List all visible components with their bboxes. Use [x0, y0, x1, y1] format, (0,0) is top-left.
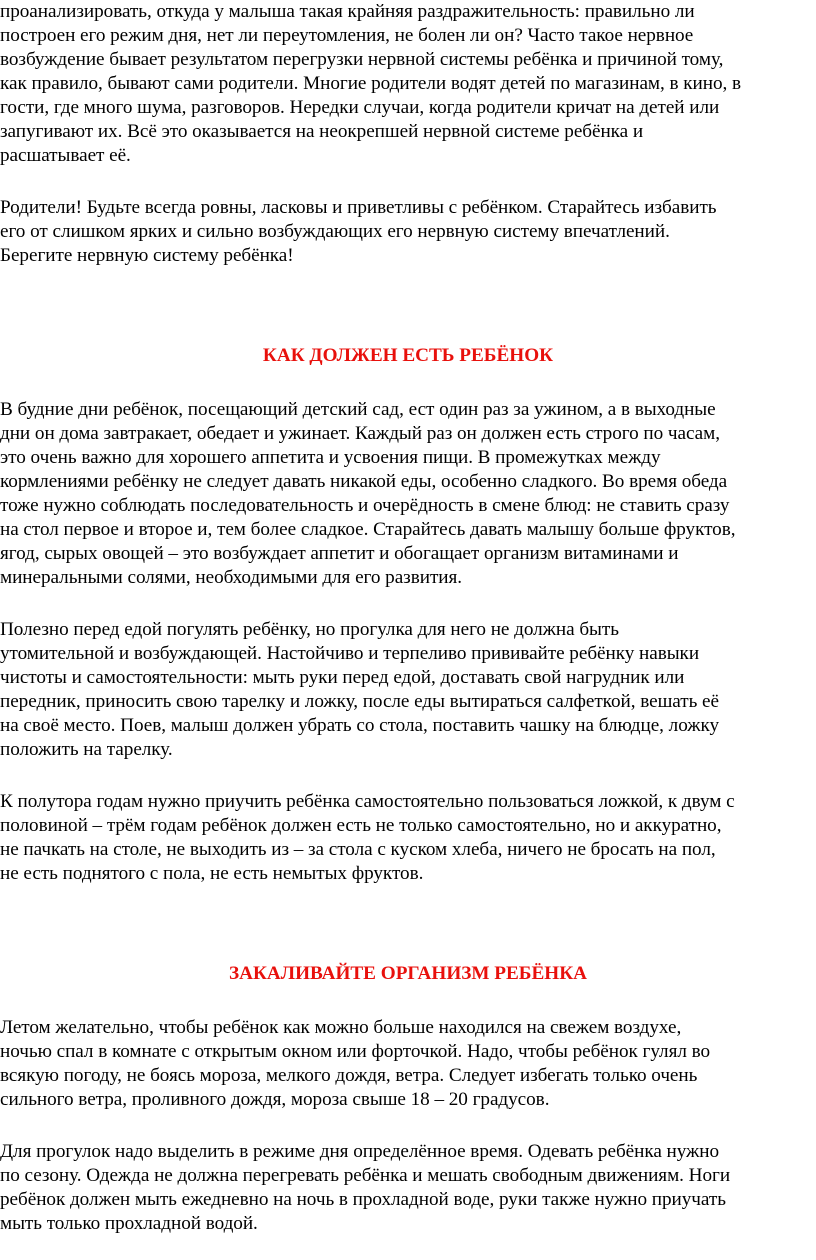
text-line: проанализировать, откуда у малыша такая крайняя раздражительность: правильно ли	[0, 1, 695, 22]
text-line: на своё место. Поев, малыш должен убрать со стола, поставить чашку на блюдце, ложку	[0, 715, 720, 736]
text-line: сильного ветра, проливного дождя, мороза свыше 18 – 20 градусов.	[0, 1089, 550, 1110]
text-line: гости, где много шума, разговоров. Нередки случаи, когда родители кричат на детей или	[0, 97, 720, 118]
text-line: Родители! Будьте всегда ровны, ласковы и приветливы с ребёнком. Старайтесь избавить	[0, 197, 717, 218]
text-line: как правило, бывают сами родители. Многие родители водят детей по магазинам, в кино, в	[0, 73, 742, 94]
text-line: половиной – трём годам ребёнок должен есть не только самостоятельно, но и аккуратно,	[0, 815, 722, 836]
text-line: дни он дома завтракает, обедает и ужинает. Каждый раз он должен есть строго по часам,	[0, 423, 720, 444]
text-line: построен его режим дня, нет ли переутомления, не болен ли он? Часто такое нервное	[0, 25, 694, 46]
text-line: его от слишком ярких и сильно возбуждающих его нервную систему впечатлений.	[0, 221, 670, 242]
text-line: ночью спал в комнате с открытым окном или форточкой. Надо, чтобы ребёнок гулял во	[0, 1041, 711, 1062]
text-line: расшатывает её.	[0, 145, 131, 166]
text-line: не есть поднятого с пола, не есть немытых фруктов.	[0, 863, 424, 884]
text-line: на стол первое и второе и, тем более сладкое. Старайтесь давать малышу больше фруктов,	[0, 519, 736, 540]
text-line: ребёнок должен мыть ежедневно на ночь в прохладной воде, руки также нужно приучать	[0, 1189, 726, 1210]
text-line: тоже нужно соблюдать последовательность и очерёдность в смене блюд: не ставить сразу	[0, 495, 730, 516]
text-line: положить на тарелку.	[0, 739, 173, 760]
text-line: всякую погоду, не боясь мороза, мелкого дождя, ветра. Следует избегать только очень	[0, 1065, 698, 1086]
text-line: кормлениями ребёнку не следует давать никакой еды, особенно сладкого. Во время обеда	[0, 471, 728, 492]
text-line: Полезно перед едой погулять ребёнку, но прогулка для него не должна быть	[0, 619, 619, 640]
text-line: Берегите нервную систему ребёнка!	[0, 245, 294, 266]
section-heading-how-child-should-eat: КАК ДОЛЖЕН ЕСТЬ РЕБЁНОК	[262, 345, 554, 366]
text-line: не пачкать на столе, не выходить из – за стола с куском хлеба, ничего не бросать на пол,	[0, 839, 716, 860]
section-heading-harden-body: ЗАКАЛИВАЙТЕ ОРГАНИЗМ РЕБЁНКА	[229, 963, 587, 984]
text-line: минеральными солями, необходимыми для его развития.	[0, 567, 463, 588]
text-line: К полутора годам нужно приучить ребёнка самостоятельно пользоваться ложкой, к двум с	[0, 791, 735, 812]
text-line: возбуждение бывает результатом перегрузки нервной системы ребёнка и причиной тому,	[0, 49, 724, 70]
text-line: передник, приносить свою тарелку и ложку, после еды вытираться салфеткой, вешать её	[0, 691, 719, 712]
text-line: по сезону. Одежда не должна перегревать ребёнка и мешать свободным движениям. Ноги	[0, 1165, 731, 1186]
text-line: чистоты и самостоятельности: мыть руки перед едой, доставать свой нагрудник или	[0, 667, 685, 688]
text-line: ягод, сырых овощей – это возбуждает аппетит и обогащает организм витаминами и	[0, 543, 679, 564]
text-line: запугивают их. Всё это оказывается на неокрепшей нервной системе ребёнка и	[0, 121, 644, 142]
text-line: В будние дни ребёнок, посещающий детский сад, ест один раз за ужином, а в выходные	[0, 399, 716, 420]
text-line: Летом желательно, чтобы ребёнок как можно больше находился на свежем воздухе,	[0, 1017, 682, 1038]
text-line: утомительной и возбуждающей. Настойчиво и терпеливо прививайте ребёнку навыки	[0, 643, 700, 664]
text-line: мыть только прохладной водой.	[0, 1213, 258, 1234]
text-line: это очень важно для хорошего аппетита и усвоения пищи. В промежутках между	[0, 447, 661, 468]
text-line: Для прогулок надо выделить в режиме дня определённое время. Одевать ребёнка нужно	[0, 1141, 720, 1162]
